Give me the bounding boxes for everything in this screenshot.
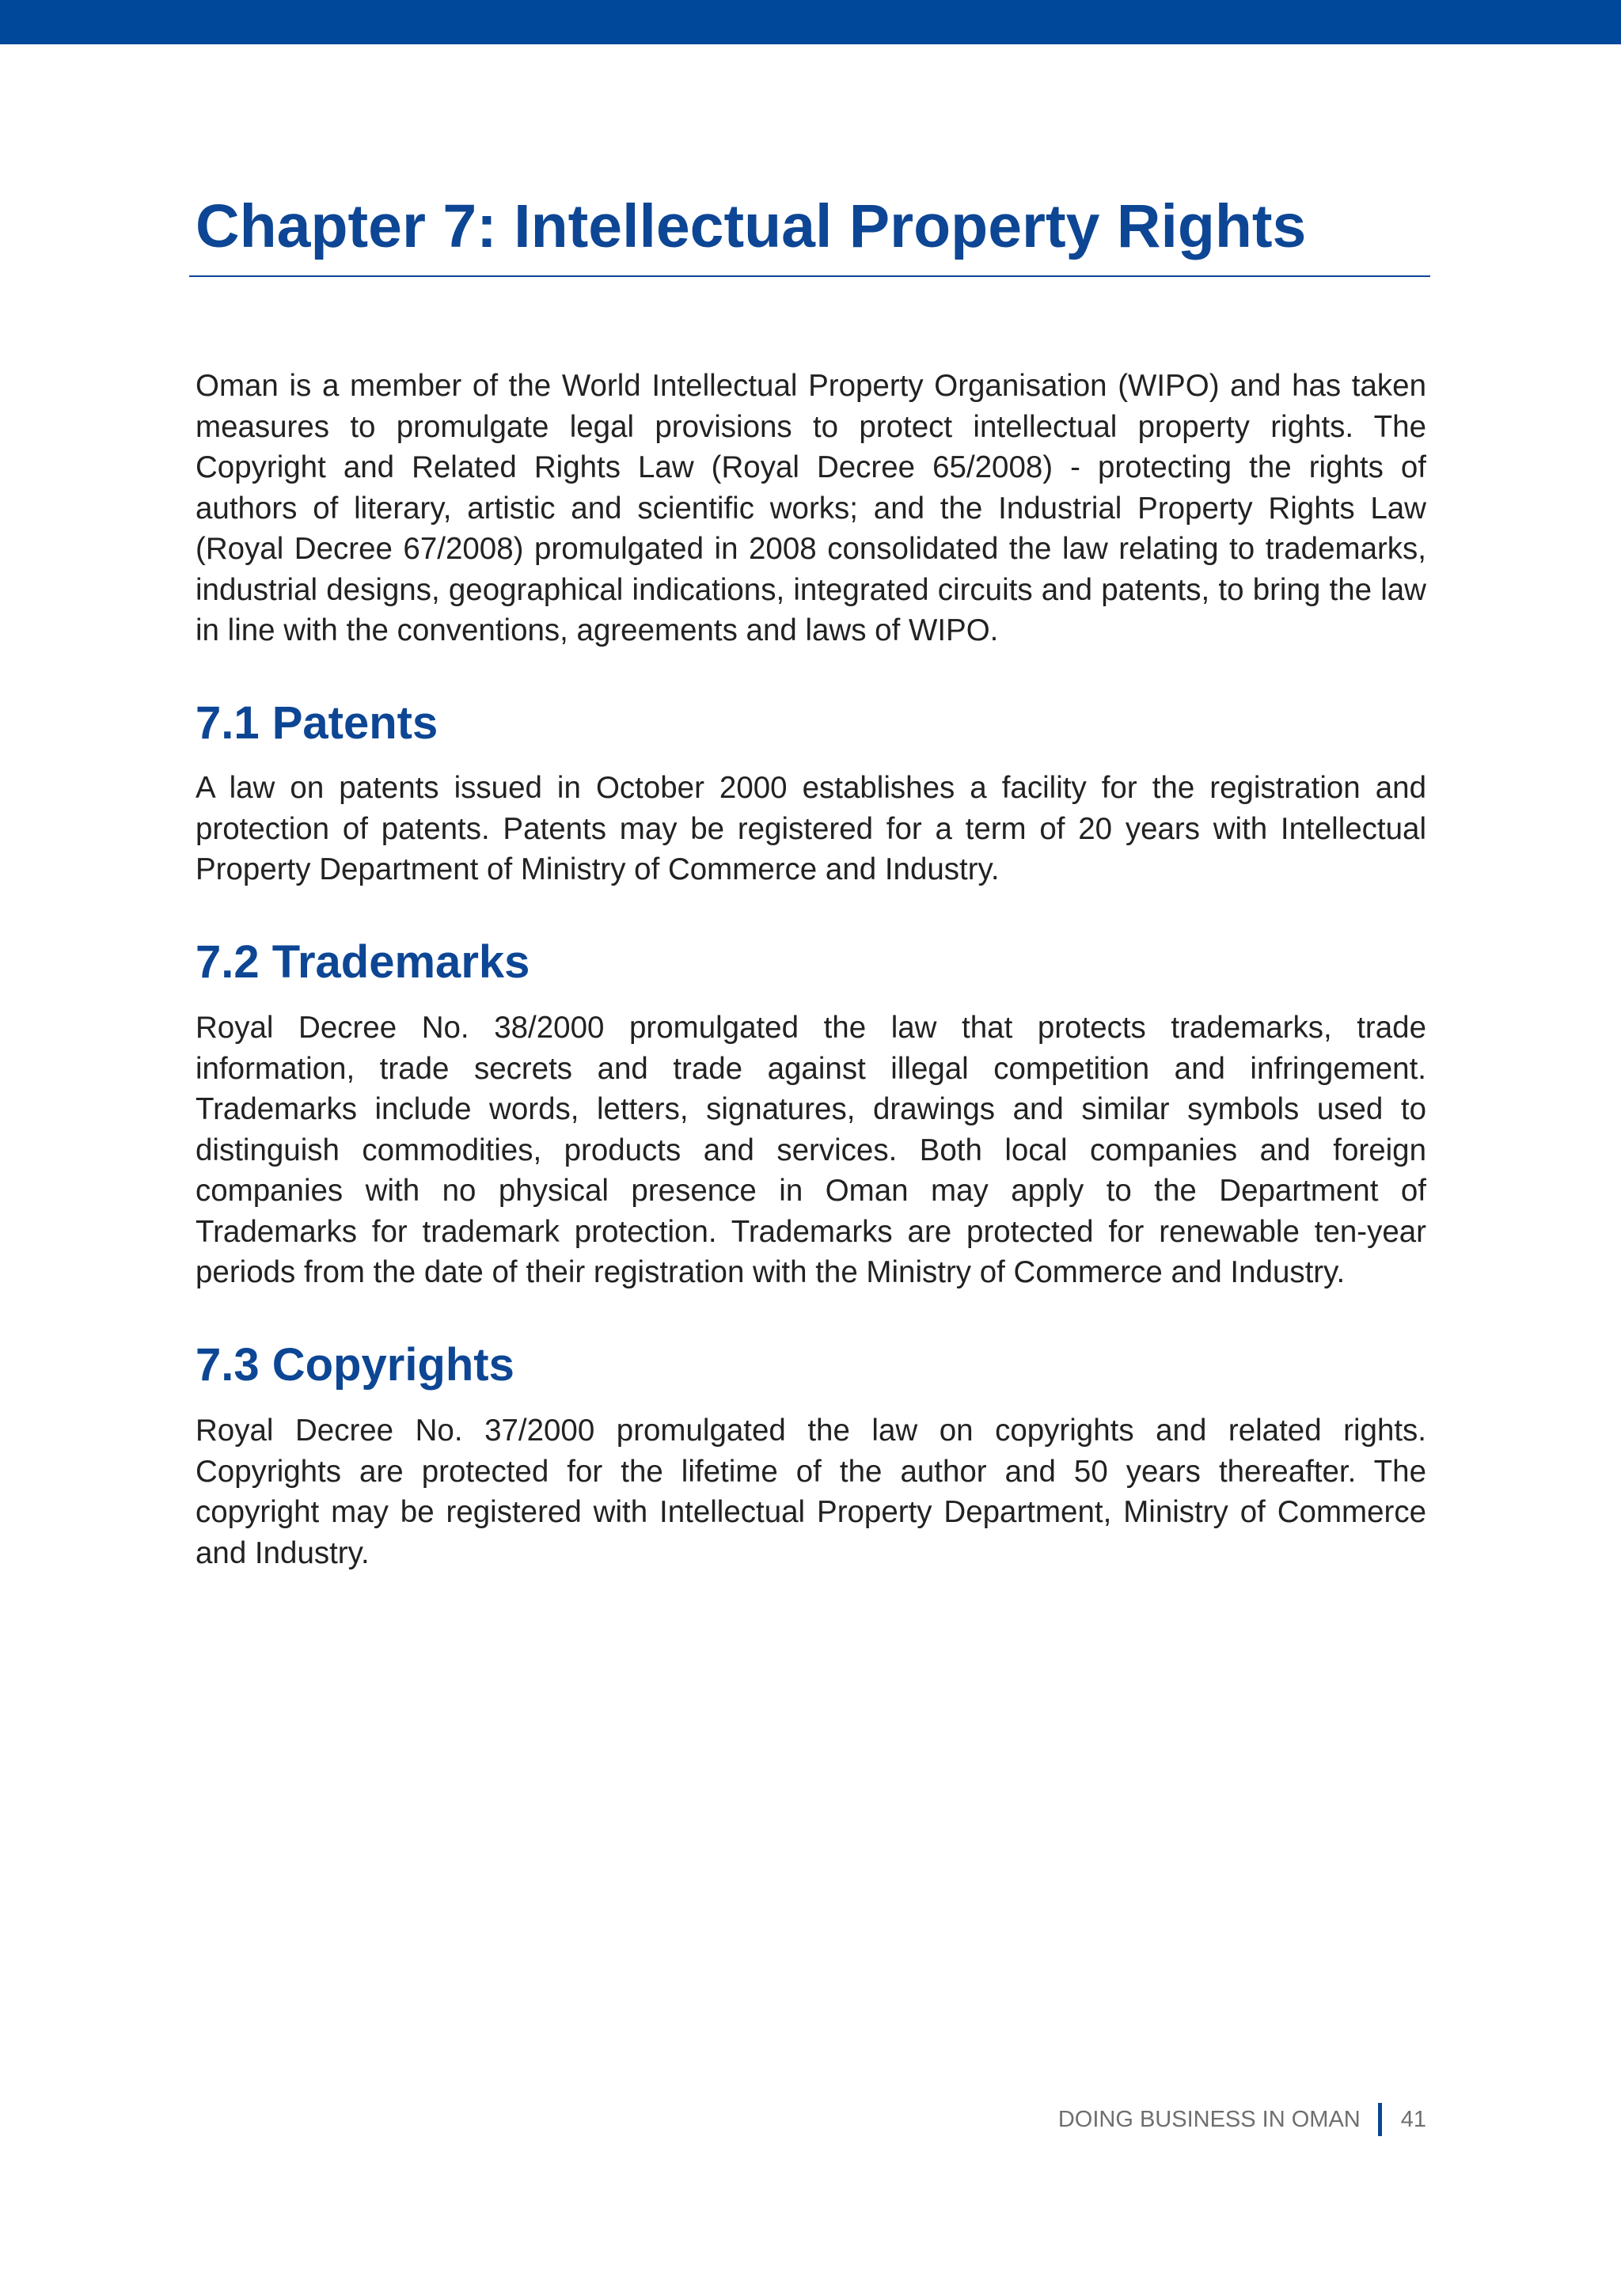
top-color-band xyxy=(0,0,1621,44)
section-heading-copyrights: 7.3 Copyrights xyxy=(196,1339,514,1391)
section-heading-trademarks: 7.2 Trademarks xyxy=(196,936,530,988)
chapter-title: Chapter 7: Intellectual Property Rights xyxy=(196,192,1307,260)
footer-publication-title: DOING BUSINESS IN OMAN xyxy=(1057,2106,1361,2132)
title-underline xyxy=(189,275,1430,277)
section-body-copyrights: Royal Decree No. 37/2000 promulgated the law on copyrights and related rights. Copyrights are protected for the lifetime of the author and 50 years thereafter. The copyright may be registered with Intellectual Property Department, Ministry of Commerce and Industry. xyxy=(196,1414,1426,1570)
page-number: 41 xyxy=(1400,2106,1426,2132)
section-heading-patents: 7.1 Patents xyxy=(196,697,438,749)
page-footer xyxy=(1058,2103,1426,2136)
section-body-patents: A law on patents issued in October 2000 establishes a facility for the registration and protection of patents. Patents may be registered for a term of 20 years with Intellectual Property Department of Ministry of Commerce and Industry. xyxy=(196,771,1426,886)
intro-paragraph: Oman is a member of the World Intellectual Property Organisation (WIPO) and has taken measures to promulgate legal provisions to protect intellectual property rights. The Copyright and Related Rights Law (Royal Decree 65/2008) - protecting the rights of authors of literary, artistic and scientific works; and the Industrial Property Rights Law (Royal Decree 67/2008) promulgated in 2008 consolidated the law relating to trademarks, industrial designs, geographical indications, integrated circuits and patents, to bring the law in line with the conventions, agreements and laws of WIPO. xyxy=(196,369,1426,647)
footer-divider xyxy=(1378,2103,1382,2136)
section-body-trademarks: Royal Decree No. 38/2000 promulgated the law that protects trademarks, trade information, trade secrets and trade against illegal competition and infringement. Trademarks include words, letters, signatures, drawings and similar symbols used to distinguish commodities, products and services. Both local companies and foreign companies with no physical presence in Oman may apply to the Department of Trademarks for trademark protection. Trademarks are protected for renewable ten-year periods from the date of their registration with the Ministry of Commerce and Industry. xyxy=(196,1011,1426,1289)
